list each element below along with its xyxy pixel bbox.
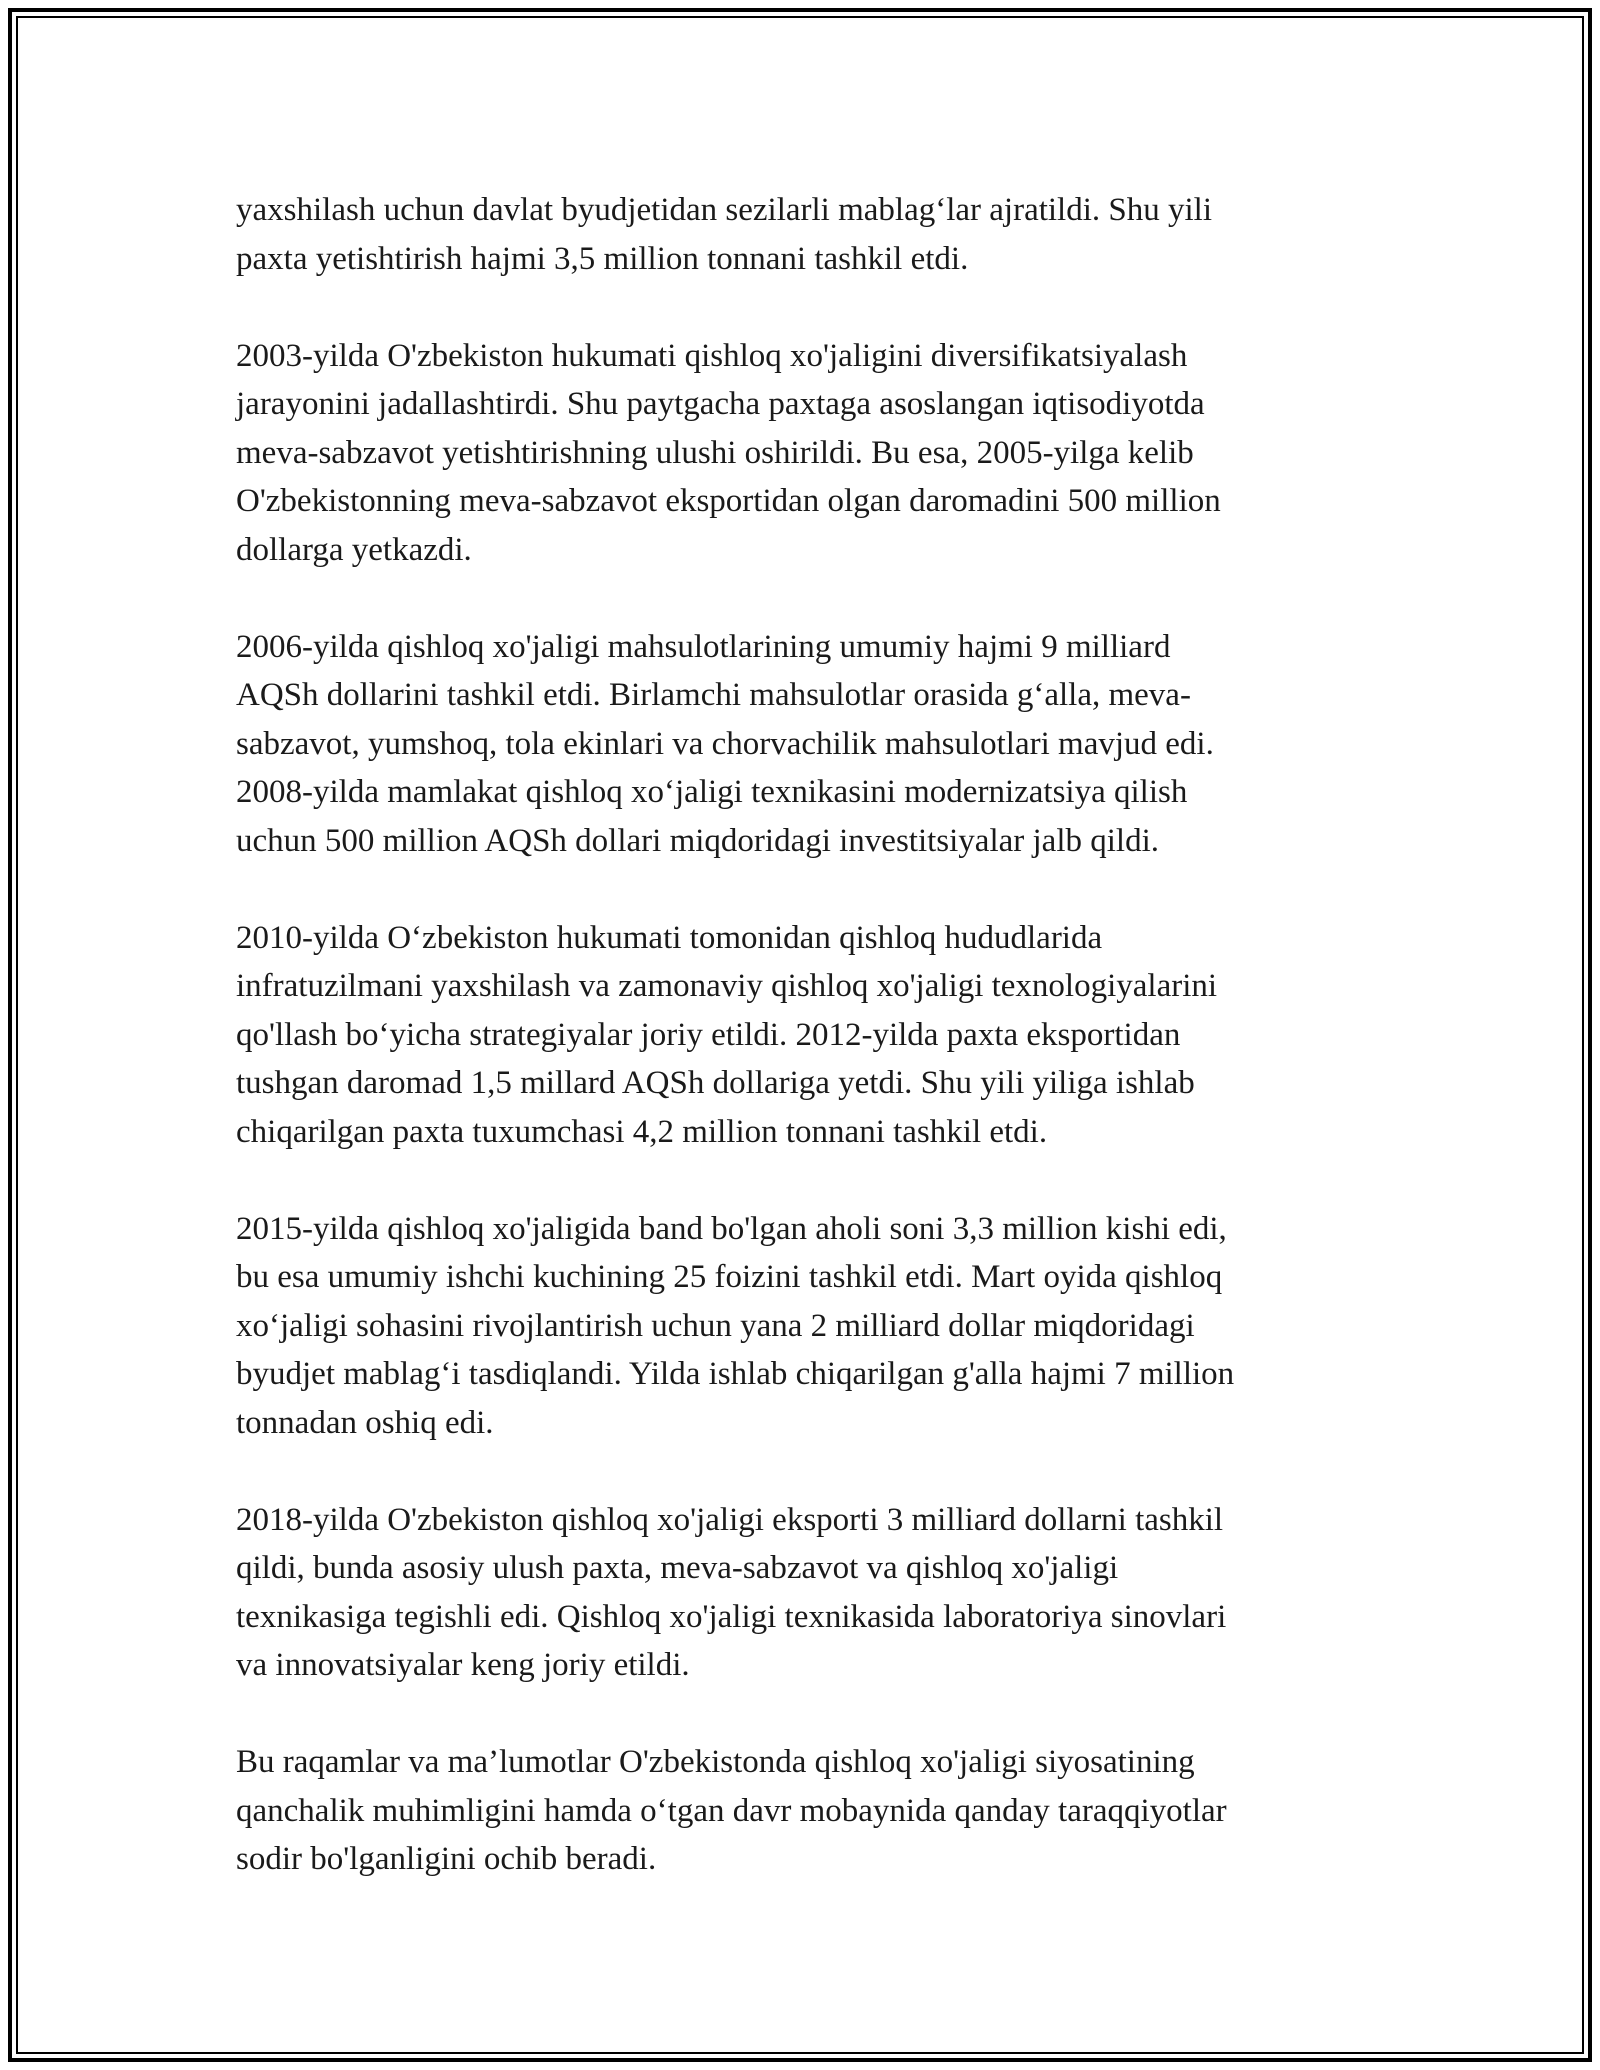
text-line: yaxshilash uchun davlat byudjetidan sezilarli mablag‘lar ajratildi. Shu yili <box>236 192 1212 228</box>
text-line: byudjet mablag‘i tasdiqlandi. Yilda ishlab chiqarilgan g'alla hajmi 7 million <box>236 1356 1235 1392</box>
paragraph-3 <box>236 623 1366 866</box>
text-line: qildi, bunda asosiy ulush paxta, meva-sabzavot va qishloq xo'jaligi <box>236 1550 1119 1586</box>
text-line: 2008-yilda mamlakat qishloq xo‘jaligi texnikasini modernizatsiya qilish <box>236 774 1188 810</box>
text-line: 2010-yilda O‘zbekiston hukumati tomonidan qishloq hududlarida <box>236 919 1103 956</box>
text-line: 2015-yilda qishloq xo'jaligida band bo'lgan aholi soni 3,3 million kishi edi, <box>236 1210 1227 1247</box>
paragraph-5 <box>236 1205 1366 1448</box>
text-line: AQSh dollarini tashkil etdi. Birlamchi mahsulotlar orasida g‘alla, meva- <box>236 677 1191 713</box>
text-line: 2018-yilda O'zbekiston qishloq xo'jaligi eksporti 3 milliard dollarni tashkil <box>236 1501 1224 1538</box>
text-line: uchun 500 million AQSh dollari miqdoridagi investitsiyalar jalb qildi. <box>236 822 1160 859</box>
text-line: 2003-yilda O'zbekiston hukumati qishloq xo'jaligini diversifikatsiyalash <box>236 337 1188 374</box>
text-line: chiqarilgan paxta tuxumchasi 4,2 million tonnani tashkil etdi. <box>236 1113 1048 1150</box>
text-line: dollarga yetkazdi. <box>236 531 472 568</box>
document-body <box>236 186 1366 1932</box>
paragraph-6 <box>236 1496 1366 1690</box>
text-line: sodir bo'lganligini ochib beradi. <box>236 1841 657 1877</box>
text-line: meva-sabzavot yetishtirishning ulushi oshirildi. Bu esa, 2005-yilga kelib <box>236 434 1194 471</box>
text-line: Bu raqamlar va ma’lumotlar O'zbekistonda qishloq xo'jaligi siyosatining <box>236 1744 1195 1780</box>
paragraph-4 <box>236 914 1366 1157</box>
text-line: 2006-yilda qishloq xo'jaligi mahsulotlarining umumiy hajmi 9 milliard <box>236 628 1171 665</box>
text-line: qanchalik muhimligini hamda o‘tgan davr mobaynida qanday taraqqiyotlar <box>236 1792 1227 1829</box>
text-line: infratuzilmani yaxshilash va zamonaviy qishloq xo'jaligi texnologiyalarini <box>236 968 1218 1004</box>
text-line: qo'llash bo‘yicha strategiyalar joriy etildi. 2012-yilda paxta eksportidan <box>236 1016 1181 1053</box>
text-line: bu esa umumiy ishchi kuchining 25 foizini tashkil etdi. Mart oyida qishloq <box>236 1259 1223 1295</box>
paragraph-2 <box>236 332 1366 575</box>
text-line: tushgan daromad 1,5 millard AQSh dollariga yetdi. Shu yili yiliga ishlab <box>236 1065 1195 1101</box>
paragraph-7 <box>236 1738 1366 1884</box>
text-line: O'zbekistonning meva-sabzavot eksportidan olgan daromadini 500 million <box>236 483 1221 519</box>
text-line: va innovatsiyalar keng joriy etildi. <box>236 1647 690 1683</box>
text-line: paxta yetishtirish hajmi 3,5 million tonnani tashkil etdi. <box>236 240 969 277</box>
text-line: xo‘jaligi sohasini rivojlantirish uchun yana 2 milliard dollar miqdoridagi <box>236 1307 1195 1344</box>
text-line: sabzavot, yumshoq, tola ekinlari va chorvachilik mahsulotlari mavjud edi. <box>236 725 1214 762</box>
text-line: tonnadan oshiq edi. <box>236 1404 494 1441</box>
text-line: texnikasiga tegishli edi. Qishloq xo'jaligi texnikasida laboratoriya sinovlari <box>236 1598 1227 1635</box>
paragraph-1 <box>236 186 1366 283</box>
text-line: jarayonini jadallashtirdi. Shu paytgacha paxtaga asoslangan iqtisodiyotda <box>236 386 1205 422</box>
